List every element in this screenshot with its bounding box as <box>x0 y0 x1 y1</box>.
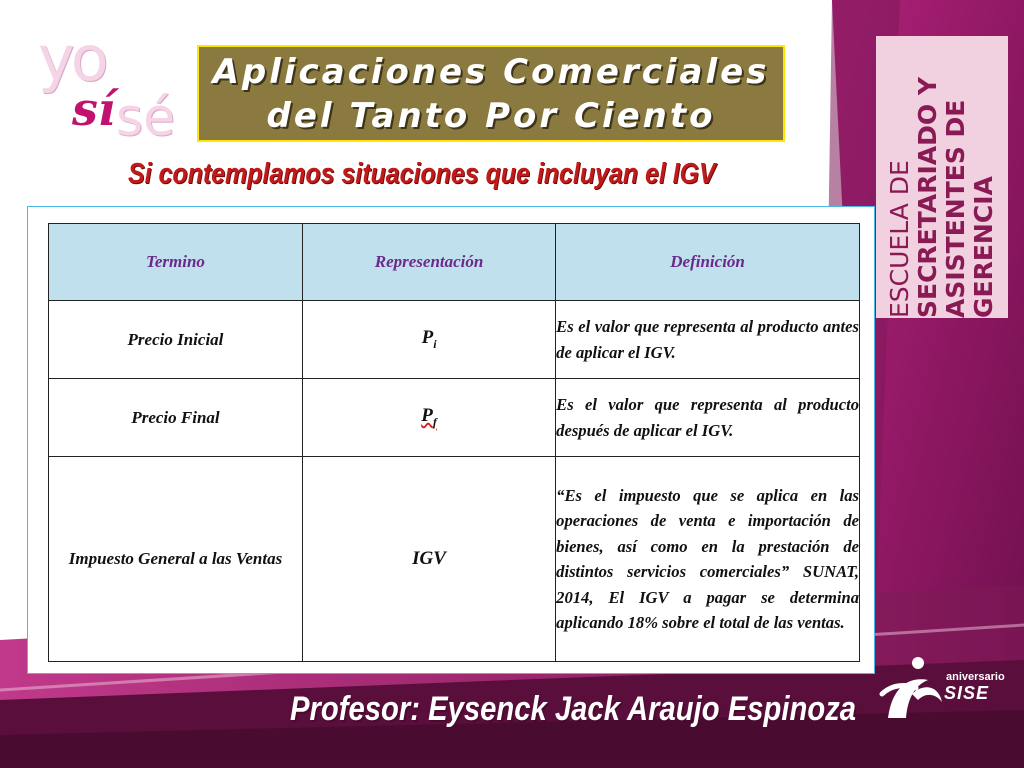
school-line-1: ESCUELA DE <box>885 160 914 318</box>
logo-si: sí <box>72 82 116 136</box>
table-row <box>49 301 860 379</box>
school-line-3: ASISTENTES DE <box>941 99 970 318</box>
anniversary-icon <box>878 654 948 724</box>
rep-subscript: i <box>433 336 437 351</box>
representation-cell <box>302 301 555 379</box>
table-row <box>49 379 860 457</box>
definition-cell: Es el valor que representa al producto antes de aplicar el IGV. <box>556 301 860 379</box>
definition-cell: “Es el impuesto que se aplica en las operaciones de venta e importación de bienes, así como en la prestación de distintos servicios comerciales” SUNAT, 2014, El IGV a pagar se determina aplicando 18% sobre el total de las ventas. <box>556 457 860 662</box>
slide-title-box <box>197 45 785 142</box>
title-line-1: Aplicaciones Comerciales <box>212 51 770 92</box>
term-cell: Impuesto General a las Ventas <box>49 457 303 662</box>
table-header-row <box>49 224 860 301</box>
rep-subscript: f <box>432 414 437 429</box>
header-termino: Termino <box>49 224 303 301</box>
school-line-4: GERENCIA <box>969 176 998 318</box>
school-line-2: SECRETARIADO Y <box>913 77 942 318</box>
header-definicion: Definición <box>556 224 860 301</box>
definition-cell: Es el valor que representa al producto después de aplicar el IGV. <box>556 379 860 457</box>
representation-cell: IGV <box>302 457 555 662</box>
anniversary-label: aniversario <box>946 671 1005 683</box>
representation-cell <box>302 379 555 457</box>
igv-definitions-table <box>48 223 860 662</box>
anniversary-brand: SISE <box>944 683 990 703</box>
professor-footer: Profesor: Eysenck Jack Araujo Espinoza <box>290 690 857 728</box>
logo-yo: yo <box>38 22 105 95</box>
logo-se: sé <box>116 88 176 148</box>
school-name <box>876 36 1008 318</box>
term-cell: Precio Inicial <box>49 301 303 379</box>
slide-subtitle: Si contemplamos situaciones que incluyan el IGV <box>128 158 716 190</box>
title-line-2: del Tanto Por Ciento <box>266 95 716 136</box>
table-row <box>49 457 860 662</box>
header-representacion: Representación <box>302 224 555 301</box>
term-cell: Precio Final <box>49 379 303 457</box>
rep-base: P <box>421 405 433 427</box>
rep-base: P <box>421 327 434 349</box>
